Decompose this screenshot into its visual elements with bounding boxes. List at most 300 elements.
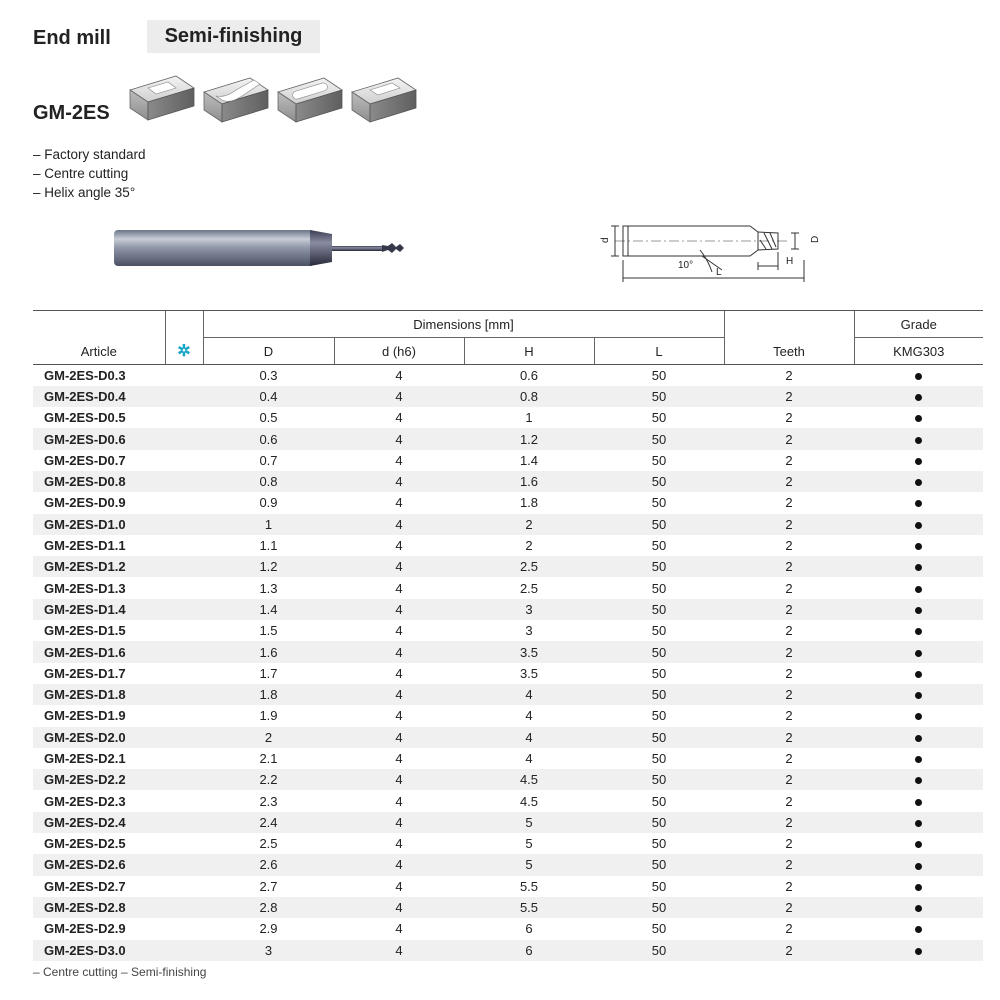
header-D: D (203, 338, 334, 365)
table-row (33, 428, 983, 449)
end-mill-photo (110, 226, 410, 272)
cell-D: 1.7 (259, 665, 278, 681)
pocket-open-icon (352, 78, 416, 122)
header-article: Article (33, 311, 165, 365)
cell-star (165, 492, 203, 513)
cell-article: GM-2ES-D2.1 (44, 750, 126, 766)
cell-grade (854, 684, 983, 705)
cell-d: 4 (334, 471, 464, 492)
table-row (33, 556, 983, 577)
cell-teeth: 2 (785, 878, 793, 894)
cell-star (165, 556, 203, 577)
cell-grade (854, 940, 983, 961)
cell-D: 1.5 (259, 623, 278, 639)
table-row (33, 407, 983, 428)
cell-article: GM-2ES-D1.6 (33, 641, 165, 662)
cell-d: 4 (334, 812, 464, 833)
cell-grade (854, 450, 983, 471)
header-teeth: Teeth (724, 311, 854, 365)
cell-L: 50 (651, 580, 667, 596)
feature-item: – Centre cutting (33, 166, 129, 181)
availability-dot-icon (915, 756, 922, 763)
cell-teeth: 2 (724, 769, 854, 790)
cell-grade (854, 492, 983, 513)
cell-teeth: 2 (724, 727, 854, 748)
cell-D: 1.3 (259, 580, 278, 596)
cell-article: GM-2ES-D0.4 (33, 386, 165, 407)
cell-H: 4.5 (519, 793, 539, 809)
availability-dot-icon (915, 820, 922, 827)
cell-H: 5 (525, 836, 533, 852)
cell-d: 4 (395, 793, 403, 809)
cell-article: GM-2ES-D0.7 (44, 452, 126, 468)
table-row (33, 790, 983, 811)
table-row (33, 620, 983, 641)
cell-article: GM-2ES-D1.3 (44, 580, 126, 596)
cell-D: 2.2 (203, 769, 334, 790)
table-row (33, 492, 983, 513)
cell-grade (854, 514, 983, 535)
cell-grade (854, 876, 983, 897)
cell-H: 5 (464, 854, 594, 875)
cell-grade (854, 577, 983, 598)
cell-star (165, 386, 203, 407)
cell-teeth: 2 (785, 367, 793, 383)
cell-teeth: 2 (724, 940, 854, 961)
cell-article: GM-2ES-D0.5 (44, 410, 126, 426)
cell-article: GM-2ES-D3.0 (33, 940, 165, 961)
cell-star (165, 727, 203, 748)
cell-star (165, 535, 203, 556)
cell-star (165, 663, 203, 684)
table-row (33, 876, 983, 897)
cell-L: 50 (594, 599, 724, 620)
cell-D: 2.1 (259, 750, 278, 766)
cell-H: 4 (464, 727, 594, 748)
cell-H: 6 (464, 940, 594, 961)
table-row (33, 450, 983, 471)
cell-L: 50 (594, 556, 724, 577)
cell-D: 1.2 (203, 556, 334, 577)
availability-dot-icon (915, 905, 922, 912)
cell-grade (854, 535, 983, 556)
cell-star (165, 854, 203, 875)
cell-d: 4 (395, 921, 403, 937)
availability-dot-icon (915, 373, 922, 380)
table-row (33, 663, 983, 684)
feature-item: – Factory standard (33, 147, 146, 162)
cell-grade (854, 641, 983, 662)
cell-H: 3 (525, 623, 533, 639)
cell-D: 1.4 (203, 599, 334, 620)
cell-d: 4 (334, 599, 464, 620)
table-row (33, 705, 983, 726)
cell-D: 0.5 (259, 410, 278, 426)
table-row (33, 854, 983, 875)
table-row (33, 535, 983, 556)
table-row (33, 599, 983, 620)
cell-grade (854, 748, 983, 769)
availability-dot-icon (915, 650, 922, 657)
cell-D: 2.7 (259, 878, 278, 894)
cell-grade (854, 705, 983, 726)
cell-d: 4 (334, 769, 464, 790)
table-row (33, 833, 983, 854)
cell-teeth: 2 (724, 854, 854, 875)
cell-star (165, 365, 203, 386)
cell-L: 50 (594, 940, 724, 961)
availability-dot-icon (915, 543, 922, 550)
cell-L: 50 (651, 367, 667, 383)
cell-L: 50 (594, 769, 724, 790)
cell-star (165, 876, 203, 897)
cell-H: 3.5 (464, 641, 594, 662)
cell-H: 5.5 (464, 897, 594, 918)
table-row (33, 641, 983, 662)
slot-open-end-icon (130, 76, 194, 120)
cell-H: 3 (464, 599, 594, 620)
cell-grade (854, 556, 983, 577)
cell-L: 50 (594, 428, 724, 449)
cell-d: 4 (334, 641, 464, 662)
cell-H: 6 (525, 921, 533, 937)
cell-grade (854, 833, 983, 854)
cell-H: 5.5 (519, 878, 539, 894)
cell-L: 50 (594, 386, 724, 407)
cell-grade (854, 769, 983, 790)
cell-grade (854, 471, 983, 492)
machining-shapes (128, 68, 418, 128)
cell-L: 50 (594, 812, 724, 833)
table-row (33, 940, 983, 961)
cell-article: GM-2ES-D2.3 (44, 793, 126, 809)
availability-dot-icon (915, 586, 922, 593)
availability-dot-icon (915, 884, 922, 891)
cell-star (165, 407, 203, 428)
cell-d: 4 (334, 428, 464, 449)
cell-grade (854, 365, 983, 386)
cell-teeth: 2 (785, 580, 793, 596)
cell-D: 1.6 (203, 641, 334, 662)
cell-L: 50 (594, 897, 724, 918)
cell-teeth: 2 (724, 812, 854, 833)
cell-grade (854, 428, 983, 449)
cell-H: 2 (464, 514, 594, 535)
cell-L: 50 (651, 750, 667, 766)
cell-article: GM-2ES-D1.9 (44, 708, 126, 724)
availability-dot-icon (915, 607, 922, 614)
header-grade-kmg303: KMG303 (854, 338, 983, 365)
cell-H: 2 (525, 538, 533, 554)
cell-d: 4 (334, 556, 464, 577)
availability-dot-icon (915, 394, 922, 401)
cell-H: 1.4 (519, 452, 539, 468)
cell-L: 50 (594, 514, 724, 535)
cell-H: 3.5 (519, 665, 539, 681)
cell-d: 4 (334, 684, 464, 705)
cell-teeth: 2 (785, 750, 793, 766)
availability-dot-icon (915, 458, 922, 465)
cell-D: 2 (203, 727, 334, 748)
cell-D: 1 (203, 514, 334, 535)
cell-H: 2.5 (464, 556, 594, 577)
cell-H: 4 (525, 708, 533, 724)
cell-L: 50 (594, 684, 724, 705)
cell-d: 4 (395, 708, 403, 724)
table-row (33, 918, 983, 939)
cell-grade (854, 599, 983, 620)
cell-article: GM-2ES-D1.0 (33, 514, 165, 535)
cell-D: 0.7 (259, 452, 278, 468)
cell-H: 5 (464, 812, 594, 833)
cell-d: 4 (395, 665, 403, 681)
cell-d: 4 (334, 386, 464, 407)
slot-rounded-icon (204, 78, 268, 122)
header-L: L (594, 338, 724, 365)
cell-D: 1.8 (203, 684, 334, 705)
cell-star (165, 577, 203, 598)
cell-star (165, 705, 203, 726)
availability-dot-icon (915, 415, 922, 422)
cell-star (165, 450, 203, 471)
cell-L: 50 (651, 538, 667, 554)
availability-dot-icon (915, 437, 922, 444)
cell-star (165, 897, 203, 918)
cell-d: 4 (395, 410, 403, 426)
table-row (33, 577, 983, 598)
cell-teeth: 2 (785, 665, 793, 681)
availability-dot-icon (915, 500, 922, 507)
table-row (33, 386, 983, 407)
cell-D: 2.3 (259, 793, 278, 809)
cell-D: 1.9 (259, 708, 278, 724)
drawing-label-H: H (786, 256, 794, 267)
table-row (33, 684, 983, 705)
cell-article: GM-2ES-D1.7 (44, 665, 126, 681)
header-grade: Grade (854, 311, 983, 338)
cell-teeth: 2 (724, 471, 854, 492)
table-row (33, 471, 983, 492)
cell-teeth: 2 (785, 452, 793, 468)
cell-d: 4 (334, 897, 464, 918)
feature-item: – Helix angle 35° (33, 185, 136, 200)
cell-L: 50 (594, 641, 724, 662)
cell-H: 2.5 (519, 580, 539, 596)
cell-star (165, 599, 203, 620)
cell-teeth: 2 (785, 708, 793, 724)
cell-star (165, 514, 203, 535)
cell-teeth: 2 (724, 514, 854, 535)
cell-d: 4 (395, 836, 403, 852)
cell-article: GM-2ES-D2.5 (44, 836, 126, 852)
availability-dot-icon (915, 799, 922, 806)
cell-teeth: 2 (724, 599, 854, 620)
table-row (33, 769, 983, 790)
cell-d: 4 (395, 495, 403, 511)
cell-article: GM-2ES-D1.4 (33, 599, 165, 620)
cell-star (165, 471, 203, 492)
table-row (33, 897, 983, 918)
cell-article: GM-2ES-D0.6 (33, 428, 165, 449)
cell-grade (854, 663, 983, 684)
cell-article: GM-2ES-D2.9 (44, 921, 126, 937)
cell-H: 1.8 (519, 495, 539, 511)
drawing-label-angle: 10° (678, 260, 694, 271)
cell-H: 1 (525, 410, 533, 426)
cell-teeth: 2 (785, 538, 793, 554)
model-title: GM-2ES (33, 102, 110, 124)
cell-D: 0.8 (203, 471, 334, 492)
cell-L: 50 (651, 836, 667, 852)
cell-L: 50 (651, 410, 667, 426)
cell-teeth: 2 (785, 836, 793, 852)
cell-teeth: 2 (724, 641, 854, 662)
cell-article: GM-2ES-D1.5 (44, 623, 126, 639)
cell-D: 2.9 (259, 921, 278, 937)
cell-star (165, 790, 203, 811)
cell-D: 0.3 (259, 367, 278, 383)
cell-d: 4 (395, 878, 403, 894)
cell-article: GM-2ES-D2.0 (33, 727, 165, 748)
cell-D: 2.6 (203, 854, 334, 875)
drawing-label-D: D (810, 235, 821, 243)
cell-teeth: 2 (785, 793, 793, 809)
cell-teeth: 2 (724, 386, 854, 407)
cell-article: GM-2ES-D2.4 (33, 812, 165, 833)
cell-H: 1.6 (464, 471, 594, 492)
cell-d: 4 (395, 623, 403, 639)
cell-grade (854, 386, 983, 407)
cell-d: 4 (395, 750, 403, 766)
cell-article: GM-2ES-D2.8 (33, 897, 165, 918)
header-dimensions: Dimensions [mm] (203, 311, 724, 338)
cell-L: 50 (651, 921, 667, 937)
header-d-h6: d (h6) (334, 338, 464, 365)
cell-article: GM-2ES-D0.3 (44, 367, 126, 383)
table-row (33, 727, 983, 748)
availability-dot-icon (915, 735, 922, 742)
cell-D: 2.5 (259, 836, 278, 852)
availability-dot-icon (915, 948, 922, 955)
availability-dot-icon (915, 564, 922, 571)
cell-D: 2.8 (203, 897, 334, 918)
cell-H: 0.8 (464, 386, 594, 407)
cell-D: 0.9 (259, 495, 278, 511)
cell-teeth: 2 (724, 556, 854, 577)
cell-teeth: 2 (785, 410, 793, 426)
availability-dot-icon (915, 522, 922, 529)
cell-L: 50 (651, 665, 667, 681)
cell-grade (854, 918, 983, 939)
table-row (33, 514, 983, 535)
availability-dot-icon (915, 777, 922, 784)
cell-article: GM-2ES-D0.8 (33, 471, 165, 492)
cell-H: 0.6 (519, 367, 539, 383)
cell-article: GM-2ES-D0.9 (44, 495, 126, 511)
cell-L: 50 (594, 727, 724, 748)
cell-d: 4 (395, 367, 403, 383)
cell-star (165, 812, 203, 833)
cell-grade (854, 407, 983, 428)
cell-star (165, 833, 203, 854)
cell-d: 4 (395, 452, 403, 468)
cell-star (165, 641, 203, 662)
specification-table (33, 310, 983, 961)
cell-star (165, 748, 203, 769)
table-body (33, 365, 983, 961)
cell-D: 3 (203, 940, 334, 961)
cell-L: 50 (651, 623, 667, 639)
feature-list (33, 145, 146, 202)
cell-L: 50 (651, 793, 667, 809)
table-row (33, 812, 983, 833)
cell-d: 4 (395, 580, 403, 596)
cell-D: 0.4 (203, 386, 334, 407)
availability-dot-icon (915, 479, 922, 486)
cell-H: 4 (525, 750, 533, 766)
cell-star (165, 428, 203, 449)
availability-dot-icon (915, 841, 922, 848)
cell-grade (854, 727, 983, 748)
end-mill-drawing (590, 220, 840, 286)
cell-grade (854, 812, 983, 833)
cell-grade (854, 620, 983, 641)
cell-D: 0.6 (203, 428, 334, 449)
availability-dot-icon (915, 926, 922, 933)
cell-L: 50 (594, 471, 724, 492)
cell-star (165, 940, 203, 961)
cell-article: GM-2ES-D2.2 (33, 769, 165, 790)
cell-L: 50 (651, 708, 667, 724)
cell-H: 1.2 (464, 428, 594, 449)
cell-article: GM-2ES-D2.6 (33, 854, 165, 875)
cell-d: 4 (334, 854, 464, 875)
drawing-label-d: d (600, 237, 611, 243)
availability-dot-icon (915, 713, 922, 720)
cell-teeth: 2 (785, 623, 793, 639)
availability-dot-icon (915, 671, 922, 678)
cell-article: GM-2ES-D2.7 (44, 878, 126, 894)
cell-star (165, 684, 203, 705)
cell-article: GM-2ES-D1.2 (33, 556, 165, 577)
cell-L: 50 (651, 495, 667, 511)
pocket-closed-icon (278, 78, 342, 122)
operation-badge: Semi-finishing (147, 20, 320, 53)
coating-star-icon: ✲ (165, 311, 203, 365)
cell-star (165, 769, 203, 790)
cell-grade (854, 790, 983, 811)
cell-d: 4 (334, 940, 464, 961)
cell-d: 4 (395, 538, 403, 554)
cell-d: 4 (334, 727, 464, 748)
cell-L: 50 (651, 452, 667, 468)
category-title: End mill (33, 27, 111, 49)
cell-H: 4 (464, 684, 594, 705)
availability-dot-icon (915, 628, 922, 635)
cell-D: 2.4 (203, 812, 334, 833)
availability-dot-icon (915, 692, 922, 699)
cell-teeth: 2 (724, 897, 854, 918)
cell-D: 1.1 (259, 538, 278, 554)
header-H: H (464, 338, 594, 365)
cell-L: 50 (651, 878, 667, 894)
cell-d: 4 (334, 514, 464, 535)
table-row (33, 365, 983, 386)
cell-grade (854, 897, 983, 918)
footnote: – Centre cutting – Semi-finishing (33, 965, 207, 979)
cell-star (165, 918, 203, 939)
cell-article: GM-2ES-D1.1 (44, 538, 126, 554)
